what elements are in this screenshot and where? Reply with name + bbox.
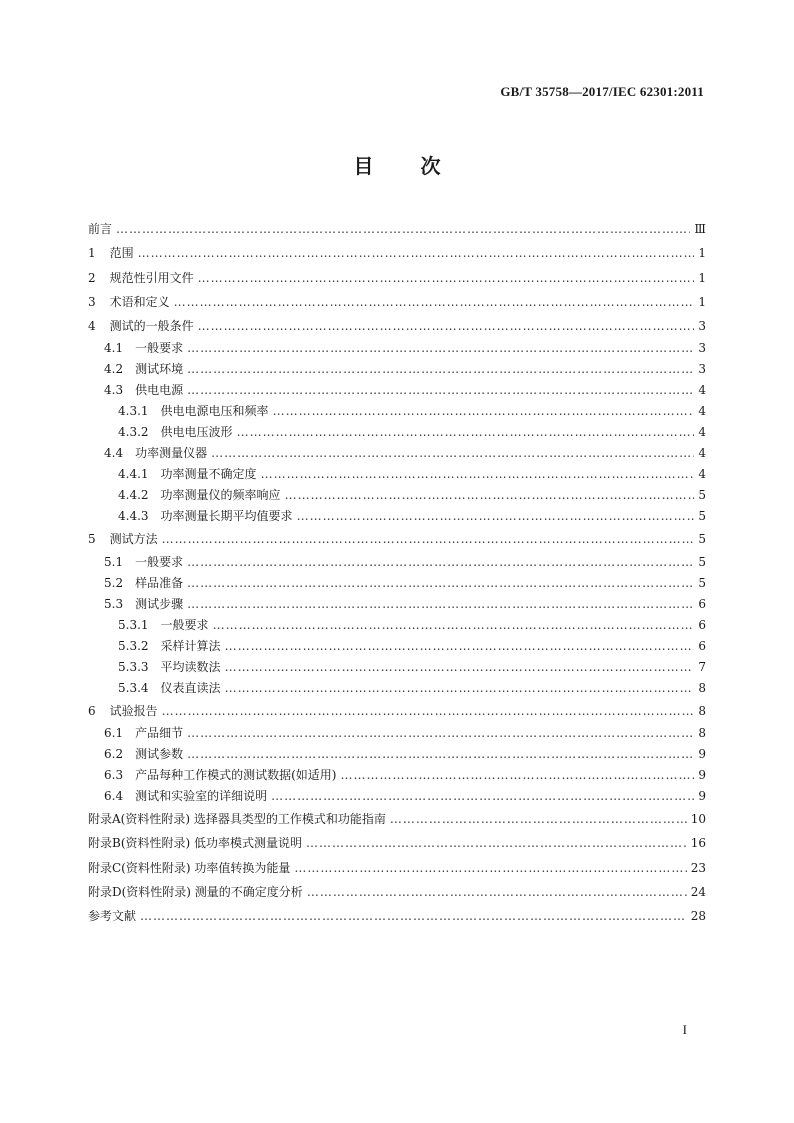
toc-entry-page: 4	[698, 467, 706, 482]
toc-leader-dots	[198, 266, 694, 290]
toc-entry-number: 1	[88, 246, 96, 261]
toc-entry-number: 4.4.3	[118, 509, 149, 524]
toc-entry-page: 9	[698, 747, 706, 762]
toc-entry[interactable]	[88, 615, 706, 636]
toc-entry-number: 6.4	[104, 789, 124, 804]
toc-entry[interactable]	[88, 401, 706, 422]
toc-entry-title: 产品细节	[135, 726, 184, 741]
toc-leader-dots	[271, 786, 694, 807]
toc-entry-page: 24	[690, 884, 706, 899]
toc-entry-page: 8	[698, 726, 706, 741]
toc-leader-dots	[187, 380, 694, 401]
toc-entry[interactable]	[88, 657, 706, 678]
toc-leader-dots	[261, 464, 694, 485]
toc-entry-title: 规范性引用文件	[109, 270, 194, 285]
toc-title: 目 次	[353, 154, 441, 178]
toc-entry[interactable]	[88, 723, 706, 744]
toc-entry-page: Ⅲ	[694, 222, 706, 236]
toc-entry-title: 功率测量仪的频率响应	[160, 488, 281, 503]
toc-entry-title: 参考文献	[88, 909, 137, 924]
toc-entry-number: 5.3.3	[118, 659, 149, 674]
toc-leader-dots	[225, 657, 694, 678]
toc-leader-dots	[140, 904, 687, 928]
toc-entry[interactable]	[88, 485, 706, 506]
toc-entry[interactable]	[88, 359, 706, 380]
toc-entry[interactable]	[88, 678, 706, 699]
toc-entry-page: 1	[698, 294, 706, 309]
toc-entry-number: 5.3.1	[118, 617, 149, 632]
toc-leader-dots	[187, 552, 694, 573]
toc-entry[interactable]	[88, 422, 706, 443]
toc-entry-number: 2	[88, 270, 96, 285]
toc-entry-page: 6	[698, 617, 706, 632]
toc-entry-title: 测试的一般条件	[109, 319, 194, 334]
toc-entry-number: 5.3.2	[118, 638, 149, 653]
toc-entry-number: 5	[88, 532, 96, 547]
toc-entry-title: 供电电源	[135, 383, 184, 398]
toc-leader-dots	[174, 290, 694, 314]
toc-entry-page: 5	[698, 509, 706, 524]
toc-entry-page: 3	[698, 319, 706, 334]
toc-entry-title: 供电电压波形	[160, 425, 233, 440]
standard-code: GB/T 35758—2017/IEC 62301:2011	[500, 84, 704, 99]
toc-entry-page: 1	[698, 246, 706, 261]
toc-entry-title: 一般要求	[135, 341, 184, 356]
toc-entry-title: 附录B(资料性附录) 低功率模式测量说明	[88, 836, 302, 851]
toc-entry-page: 9	[698, 789, 706, 804]
toc-entry-title: 一般要求	[160, 617, 209, 632]
toc-entry[interactable]	[88, 765, 706, 786]
toc-entry-number: 6.1	[104, 726, 124, 741]
toc-entry-title: 附录C(资料性附录) 功率值转换为能量	[88, 860, 291, 875]
toc-entry-number: 5.1	[104, 554, 124, 569]
toc-entry-number: 6.2	[104, 747, 124, 762]
toc-leader-dots	[273, 401, 694, 422]
toc-entry[interactable]	[88, 506, 706, 527]
toc-entry-number: 5.2	[104, 575, 124, 590]
toc-entry-number: 3	[88, 294, 96, 309]
toc-entry-number: 4	[88, 319, 96, 334]
toc-leader-dots	[211, 443, 694, 464]
toc-entry[interactable]	[88, 594, 706, 615]
toc-entry-title: 附录A(资料性附录) 选择器具类型的工作模式和功能指南	[88, 812, 386, 827]
toc-entry-title: 产品每种工作模式的测试数据(如适用)	[135, 768, 337, 783]
toc-entry-page: 5	[698, 575, 706, 590]
toc-entry-title: 测试环境	[135, 362, 184, 377]
toc-entry[interactable]	[88, 266, 706, 290]
toc-entry[interactable]	[88, 831, 706, 855]
toc-entry-title: 测试和实验室的详细说明	[135, 789, 268, 804]
toc-entry-number: 4.3.1	[118, 404, 149, 419]
toc-leader-dots	[306, 831, 687, 855]
toc-entry[interactable]	[88, 856, 706, 880]
toc-entry-number: 4.4.2	[118, 488, 149, 503]
toc-entry-page: 10	[690, 812, 706, 827]
toc-entry-page: 5	[698, 488, 706, 503]
toc-entry-number: 5.3.4	[118, 680, 149, 695]
toc-leader-dots	[187, 573, 694, 594]
toc-entry-title: 附录D(资料性附录) 测量的不确定度分析	[88, 884, 303, 899]
toc-leader-dots	[187, 594, 694, 615]
toc-leader-dots	[285, 485, 694, 506]
toc-entry-number: 4.2	[104, 362, 124, 377]
toc-entry[interactable]	[88, 807, 706, 831]
toc-entry-page: 8	[698, 703, 706, 718]
toc-entry[interactable]	[88, 338, 706, 359]
toc-entry-page: 3	[698, 362, 706, 377]
toc-entry-title: 测试方法	[109, 532, 158, 547]
toc-entry[interactable]	[88, 744, 706, 765]
toc-leader-dots	[237, 422, 694, 443]
toc-leader-dots	[162, 699, 694, 723]
toc-entry-page: 3	[698, 341, 706, 356]
toc-entry[interactable]	[88, 636, 706, 657]
toc-entry-page: 7	[698, 659, 706, 674]
toc-entry-page: 1	[698, 270, 706, 285]
toc-entry[interactable]	[88, 786, 706, 807]
toc-entry-title: 功率测量不确定度	[160, 467, 257, 482]
toc-entry[interactable]	[88, 880, 706, 904]
toc-entry-number: 4.3.2	[118, 425, 149, 440]
toc-entry-title: 供电电源电压和频率	[160, 404, 269, 419]
toc-entry[interactable]	[88, 217, 706, 241]
toc-leader-dots	[390, 807, 687, 831]
toc-entry[interactable]	[88, 380, 706, 401]
toc-leader-dots	[198, 314, 694, 338]
toc-entry[interactable]	[88, 699, 706, 723]
toc-entry-title: 功率测量长期平均值要求	[160, 509, 293, 524]
toc-entry-title: 仪表直读法	[160, 680, 221, 695]
toc-entry-title: 测试参数	[135, 747, 184, 762]
toc-entry-page: 6	[698, 638, 706, 653]
toc-entry[interactable]	[88, 552, 706, 573]
toc-leader-dots	[187, 723, 694, 744]
toc-entry[interactable]	[88, 241, 706, 265]
toc-entry-title: 前言	[88, 222, 113, 236]
toc-entry-title: 样品准备	[135, 575, 184, 590]
toc-entry[interactable]	[88, 314, 706, 338]
toc-entry-page: 5	[698, 554, 706, 569]
toc-entry-number: 4.4.1	[118, 467, 149, 482]
toc-entry[interactable]	[88, 464, 706, 485]
toc-entry[interactable]	[88, 290, 706, 314]
toc-entry-title: 平均读数法	[160, 659, 221, 674]
toc-leader-dots	[187, 744, 694, 765]
toc-entry-page: 23	[690, 860, 706, 875]
toc-entry-title: 范围	[109, 246, 134, 261]
toc-leader-dots	[225, 636, 694, 657]
page-number: I	[682, 1022, 687, 1037]
toc-entry-title: 功率测量仪器	[135, 446, 208, 461]
table-of-contents	[88, 217, 706, 929]
toc-entry[interactable]	[88, 904, 706, 928]
toc-entry-number: 6	[88, 703, 96, 718]
toc-leader-dots	[187, 338, 694, 359]
toc-entry-number: 4.3	[104, 383, 124, 398]
toc-entry-number: 4.1	[104, 341, 124, 356]
toc-entry-page: 9	[698, 768, 706, 783]
toc-entry-title: 试验报告	[109, 703, 158, 718]
toc-entry-page: 4	[698, 425, 706, 440]
toc-entry-page: 6	[698, 596, 706, 611]
toc-entry[interactable]	[88, 527, 706, 551]
toc-leader-dots	[213, 615, 694, 636]
toc-leader-dots	[187, 359, 694, 380]
toc-leader-dots	[116, 217, 690, 241]
toc-leader-dots	[294, 856, 686, 880]
toc-entry[interactable]	[88, 443, 706, 464]
toc-entry-page: 4	[698, 383, 706, 398]
toc-leader-dots	[307, 880, 687, 904]
toc-entry-page: 8	[698, 680, 706, 695]
toc-leader-dots	[138, 241, 694, 265]
toc-entry-page: 28	[690, 909, 706, 924]
toc-entry-title: 一般要求	[135, 554, 184, 569]
toc-entry-title: 测试步骤	[135, 596, 184, 611]
toc-entry-number: 5.3	[104, 596, 124, 611]
toc-leader-dots	[162, 527, 694, 551]
toc-leader-dots	[340, 765, 694, 786]
toc-entry-page: 5	[698, 532, 706, 547]
toc-entry-page: 4	[698, 446, 706, 461]
toc-entry-number: 6.3	[104, 768, 124, 783]
toc-entry[interactable]	[88, 573, 706, 594]
toc-entry-page: 4	[698, 404, 706, 419]
toc-entry-title: 术语和定义	[109, 294, 170, 309]
toc-leader-dots	[225, 678, 694, 699]
toc-entry-page: 16	[690, 836, 706, 851]
toc-entry-title: 采样计算法	[160, 638, 221, 653]
toc-leader-dots	[297, 506, 694, 527]
toc-entry-number: 4.4	[104, 446, 124, 461]
